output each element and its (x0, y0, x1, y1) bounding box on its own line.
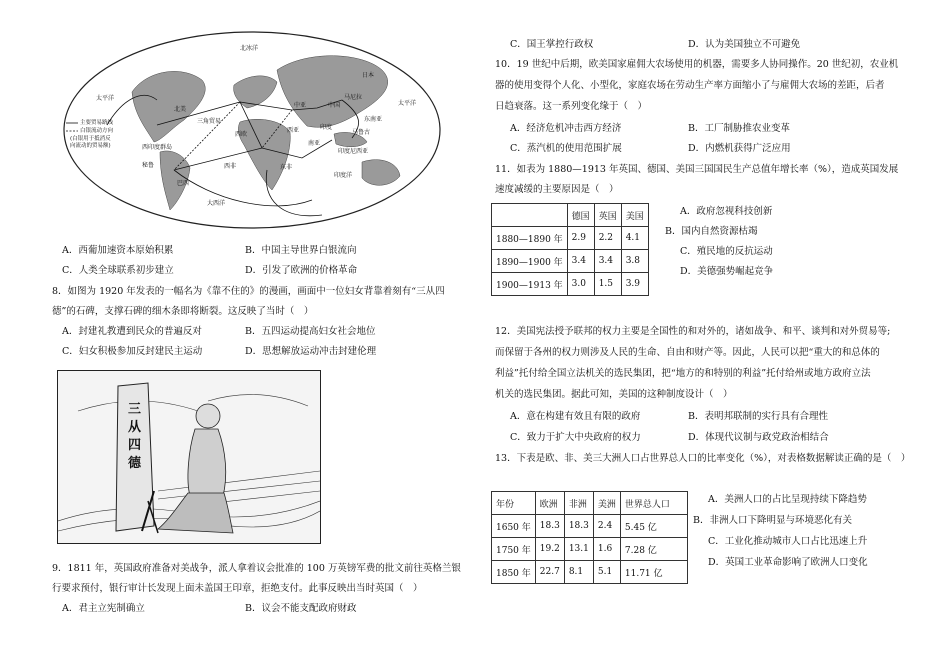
cartoon-illustration (57, 370, 321, 544)
label-central-asia: 中亚 (294, 102, 307, 109)
table-row (492, 227, 649, 250)
table-row (492, 515, 688, 538)
q11-option-a: A．政府忽视科技创新 (680, 206, 773, 217)
q8-option-b: B．五四运动提高妇女社会地位 (245, 326, 376, 337)
q13-option-a: A．美洲人口的占比呈现持续下降趋势 (708, 494, 867, 505)
q9-option-b: B．议会不能支配政府财政 (245, 603, 357, 614)
q7-option-d: D．引发了欧洲的价格革命 (245, 265, 358, 276)
legend-silver-note-2: 向流动的贸易额) (70, 143, 111, 149)
label-west-europe: 西欧 (235, 131, 248, 138)
q10-option-c: C．蒸汽机的使用范围扩展 (510, 143, 622, 154)
label-peru: 秘鲁 (142, 162, 155, 169)
q10-stem-line3: 日趋衰落。这一系列变化缘于（ ） (495, 101, 648, 112)
cartoon-graphic (58, 371, 320, 543)
label-north-america: 北美 (174, 106, 187, 113)
q8-stem-line2: 德”的石碑，支撑石碑的细木条即将断裂。这反映了当时（ ） (52, 306, 314, 317)
q9-option-d: D．认为美国独立不可避免 (688, 39, 801, 50)
table-row (492, 273, 649, 296)
label-moluccas: 马鲁古 (352, 129, 371, 136)
legend-trade-route: 主要贸易路线 (80, 120, 114, 126)
table-cell: 8.1 (564, 561, 593, 584)
q13-option-c: C．工业化推动城市人口占比迅速上升 (708, 536, 868, 547)
q12-option-a: A．意在构建有效且有限的政府 (510, 411, 641, 422)
q12-option-d: D．体现代议制与政党政治相结合 (688, 432, 829, 443)
label-indian-ocean: 印度洋 (334, 172, 353, 179)
world-trade-map (62, 30, 442, 230)
table-cell: 1.6 (593, 538, 620, 561)
q7-option-a: A．西葡加速资本原始积累 (62, 245, 174, 256)
q11-stem-line1: 11．如表为 1880—1913 年英国、德国、美国三国国民生产总值年增长率（%），造成英国发展 (495, 164, 899, 175)
label-arctic-ocean: 北冰洋 (240, 45, 259, 52)
q12-option-c: C．致力于扩大中央政府的权力 (510, 432, 641, 443)
q12-stem-line3: 利益”托付给全国立法机关的选民集团，把“地方的和特别的利益”托付给州或地方政府立法 (495, 368, 871, 379)
table-cell: 18.3 (535, 515, 564, 538)
label-brazil: 巴西 (177, 180, 190, 187)
legend-silver-note-1: (白银用于抵消反 (70, 136, 111, 142)
table-row (492, 250, 649, 273)
q8-stem-line1: 8．如图为 1920 年发表的一幅名为《靠不住的》的漫画，画面中一位妇女背靠着刻有“三从四 (52, 286, 445, 297)
table-header-cell: 年份 (492, 492, 536, 515)
table-cell: 1750 年 (492, 538, 536, 561)
q11-option-c: C．殖民地的反抗运动 (680, 246, 773, 257)
label-japan: 日本 (362, 72, 375, 79)
label-west-africa: 西非 (224, 163, 237, 170)
q7-option-c: C．人类全球联系初步建立 (62, 265, 174, 276)
table-cell: 1890—1900 年 (492, 250, 568, 273)
table-cell: 1.5 (594, 273, 621, 296)
q13-option-b: B．非洲人口下降明显与环境恶化有关 (693, 515, 852, 526)
map-graphic (62, 30, 442, 230)
q10-option-d: D．内燃机获得广泛应用 (688, 143, 791, 154)
table-header-cell: 德国 (567, 204, 594, 227)
label-atlantic: 大西洋 (207, 200, 226, 207)
q11-growth-table (491, 203, 649, 296)
table-row (492, 538, 688, 561)
table-cell: 11.71 亿 (620, 561, 687, 584)
stele-inscription: 三从四德 (128, 402, 142, 471)
table-cell: 19.2 (535, 538, 564, 561)
table-cell: 4.1 (621, 227, 648, 250)
label-china: 中国 (328, 102, 341, 109)
table-cell: 3.0 (567, 273, 594, 296)
table-cell: 3.4 (594, 250, 621, 273)
q12-option-b: B．表明邦联制的实行具有合理性 (688, 411, 828, 422)
table-cell: 3.4 (567, 250, 594, 273)
table-header-row (492, 492, 688, 515)
table-header-cell: 世界总人口 (620, 492, 687, 515)
q11-option-b: B．国内自然资源枯竭 (665, 226, 758, 237)
table-cell: 22.7 (535, 561, 564, 584)
table-cell: 3.9 (621, 273, 648, 296)
q12-stem-line1: 12．美国宪法授予联邦的权力主要是全国性的和对外的，诸如战争、和平、谈判和对外贸易等; (495, 326, 891, 337)
table-cell: 1650 年 (492, 515, 536, 538)
table-header-row (492, 204, 649, 227)
q10-stem-line1: 10．19 世纪中后期，欧美国家雇佣大农场使用的机器，需要多人协同操作。20 世纪初，农业机 (495, 59, 899, 70)
table-cell: 1880—1890 年 (492, 227, 568, 250)
label-west-indies: 西印度群岛 (142, 144, 173, 151)
q8-option-d: D．思想解放运动冲击封建伦理 (245, 346, 377, 357)
q11-option-d: D．美德强势崛起竞争 (680, 266, 774, 277)
table-row (492, 561, 688, 584)
table-cell: 18.3 (564, 515, 593, 538)
table-header-cell: 美洲 (593, 492, 620, 515)
q9-option-a: A．君主立宪制确立 (62, 603, 145, 614)
label-pacific-right: 太平洋 (398, 100, 417, 107)
q9-stem-line2: 行要求预付，银行审计长发现上面未盖国王印章，拒绝支付。此事反映出当时英国（ ） (52, 583, 423, 594)
table-header-cell: 欧洲 (535, 492, 564, 515)
q13-stem: 13．下表是欧、非、美三大洲人口占世界总人口的比率变化（%），对表格数据解读正确的是（ ） (495, 453, 911, 464)
table-cell: 5.1 (593, 561, 620, 584)
q10-option-b: B．工厂制胁推农业变革 (688, 123, 790, 134)
label-east-africa: 东非 (280, 164, 293, 171)
q8-option-c: C．妇女积极参加反封建民主运动 (62, 346, 203, 357)
legend-silver-flow: 白银流动方向 (80, 128, 114, 134)
q12-stem-line2: 而保留于各州的权力则涉及人民的生命、自由和财产等。因此，人民可以把“重大的和总体的 (495, 347, 880, 358)
label-india: 印度 (320, 124, 333, 131)
q12-stem-line4: 机关的选民集团。据此可知，美国的这种制度设计（ ） (495, 389, 733, 400)
q10-option-a: A．经济危机冲击西方经济 (510, 123, 622, 134)
table-cell: 1850 年 (492, 561, 536, 584)
table-cell: 2.4 (593, 515, 620, 538)
table-cell: 1900—1913 年 (492, 273, 568, 296)
label-southeast-asia: 东南亚 (364, 116, 383, 123)
table-header-cell (492, 204, 568, 227)
table-header-cell: 英国 (594, 204, 621, 227)
q9-option-c: C．国王掌控行政权 (510, 39, 594, 50)
table-header-cell: 美国 (621, 204, 648, 227)
label-triangle-trade: 三角贸易 (197, 118, 222, 125)
q10-stem-line2: 器的使用变得个人化、小型化，家庭农场在劳动生产率方面缩小了与雇佣大农场的差距，后者 (495, 80, 885, 91)
table-cell: 3.8 (621, 250, 648, 273)
label-south-asia: 南亚 (308, 140, 321, 147)
label-indonesia: 印度尼西亚 (338, 148, 369, 155)
q13-option-d: D．英国工业革命影响了欧洲人口变化 (708, 557, 868, 568)
q9-stem-line1: 9．1811 年，英国政府准备对美战争，派人拿着议会批准的 100 万英镑军费的批文前往英格兰银 (52, 563, 461, 574)
q8-option-a: A．封建礼教遭到民众的普遍反对 (62, 326, 202, 337)
table-cell: 7.28 亿 (620, 538, 687, 561)
table-cell: 13.1 (564, 538, 593, 561)
label-manila: 马尼拉 (344, 94, 363, 101)
table-cell: 2.2 (594, 227, 621, 250)
q13-population-table (491, 491, 688, 584)
label-pacific-left: 太平洋 (96, 95, 115, 102)
q11-stem-line2: 速度减缓的主要原因是（ ） (495, 184, 619, 195)
table-cell: 5.45 亿 (620, 515, 687, 538)
table-header-cell: 非洲 (564, 492, 593, 515)
table-cell: 2.9 (567, 227, 594, 250)
q7-option-b: B．中国主导世界白银流向 (245, 245, 357, 256)
label-west-asia: 西亚 (287, 127, 300, 134)
